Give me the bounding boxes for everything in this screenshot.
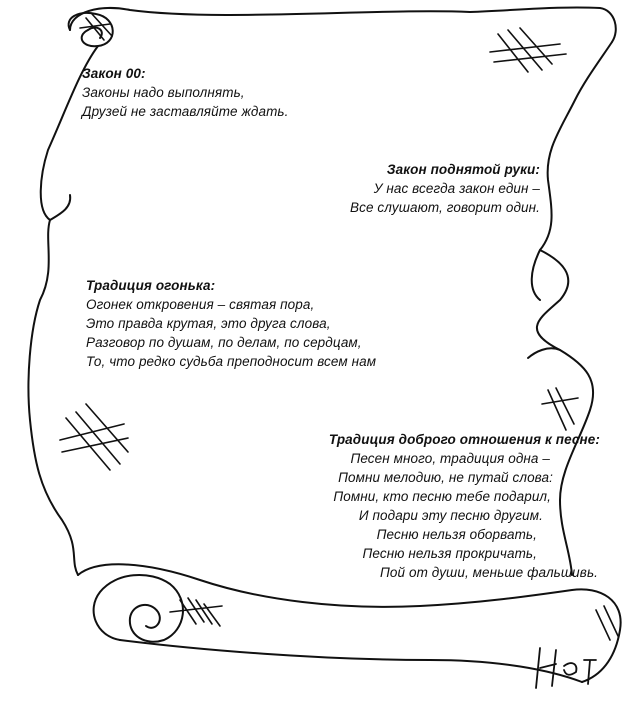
law-raised-hand-block — [350, 160, 540, 217]
tradition-song-line: Пой от души, меньше фальшивь. — [380, 565, 598, 580]
law-00-block — [82, 64, 288, 121]
top-roll-outline — [70, 7, 616, 42]
law-00-line: Друзей не заставляйте ждать. — [82, 104, 289, 119]
hatch-bottom-right — [596, 606, 618, 640]
tradition-song-line: Песен много, традиция одна – — [350, 451, 550, 466]
tradition-fire-line: То, что редко судьба преподносит всем нам — [86, 354, 377, 369]
tradition-song-line: Помни, кто песню тебе подарил, — [333, 489, 551, 504]
hatch-left-mid — [60, 404, 128, 470]
signature-mark — [536, 648, 596, 688]
tradition-fire-title: Традиция огонька: — [86, 278, 216, 293]
tradition-song-line: Песню нельзя прокричать, — [362, 546, 537, 561]
bottom-roll-curl-inner — [130, 605, 160, 628]
law-raised-hand-line: У нас всегда закон един – — [373, 181, 540, 196]
tradition-song-line: Помни мелодию, не путай слова: — [338, 470, 553, 485]
tradition-song-block — [329, 430, 600, 582]
law-raised-hand-line: Все слушают, говорит один. — [350, 200, 540, 215]
hatch-bottom — [170, 598, 222, 626]
right-notch-1 — [532, 250, 540, 300]
hatch-top-right — [490, 28, 566, 72]
bottom-roll-lower — [120, 640, 582, 682]
law-00-line: Законы надо выполнять, — [82, 85, 245, 100]
tradition-song-line: И подари эту песню другим. — [358, 508, 543, 523]
tradition-fire-block — [86, 276, 376, 371]
tradition-song-title: Традиция доброго отношения к песне: — [328, 432, 600, 447]
tradition-fire-line: Это правда крутая, это друга слова, — [86, 316, 331, 331]
law-raised-hand-title: Закон поднятой руки: — [386, 162, 540, 177]
law-00-title: Закон 00: — [82, 66, 146, 81]
tradition-song-line: Песню нельзя оборвать, — [376, 527, 537, 542]
tradition-fire-line: Огонек откровения – святая пора, — [86, 297, 315, 312]
hatch-right-lower — [542, 388, 578, 430]
left-notch — [50, 195, 70, 220]
tradition-fire-line: Разговор по душам, по делам, по сердцам, — [86, 335, 362, 350]
right-notch-2 — [528, 348, 560, 358]
bottom-roll-curl-outer — [94, 575, 183, 642]
